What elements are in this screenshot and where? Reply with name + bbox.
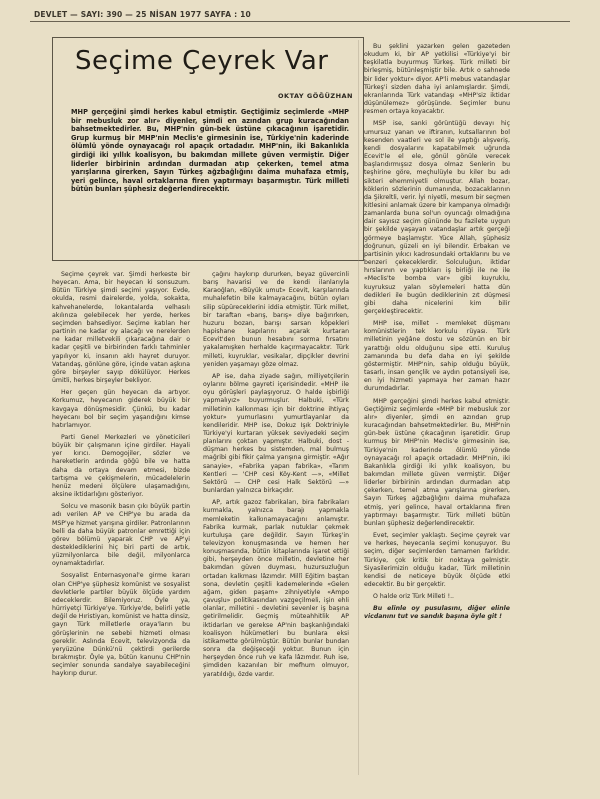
paragraph: Her geçen gün heyecan da artıyor. Korkumuz, heyecanın giderek büyük bir kavgaya dönüşmesidir. Çünkü, bu kadar heyecanı bol bir seçim yaşandığını kimse hatırlamıyor. [52,389,190,429]
article-title-box [52,37,364,261]
paragraph: MHP ise, millet - memleket düşmanı komünistlerin tek korkulu rüyası. Türk milletinin yeğâne dostu ve sözünün en bir yarattığı oldu olduğunu sipe etti. Kuruluş zamanında bu defa daha en iyi şekilde göstermiştir. MHP'nin, sahip olduğu büyük, tasarlı, insan gençlik ve aydın potansiyeli ise, en iyi hizmeti yapmaya her zaman hazır durumdadırlar. [364,320,510,393]
paragraph: AP, artık gazoz fabrikaları, bira fabrikaları kurmakla, yalnızca barajı yapmakla memleketin kalkınamayacağını anlamıştır. Fabrika kurmak, parlak nutuklar çekmek kurtuluşa çare değildir. Sayın Türkeş'in televizyon konuşmasında ve hemen her konuşmasında, bütün kitaplarında işaret ettiği gibi, herşeyden önce milletin, devletine her bakımdan güven duyması, huzursuzluğun ortadan kalkması lâzımdır. Millî Eğitim baştan sona, devletin çeşitli kademelerinde «Gelen ağam, giden paşam» zihniyetiyle «Ampo çavuşlu» politikasından vazgeçilmeli, işin ehli olanlar, milletini - devletini sevenler iş başına getirilmelidir. Geçmiş müteahhitlik AP iktidarları ve gerekse AP'nin başkanlığındaki koalisyon hükümetleri bu bunlara eksi istikamette görülmüştür. Bütün bunlar bundan sonra da değişeceği yoktur. Bunun için herşeyden önce ruh ve kafa lâzımdır. Ruh ise, şimdiden kazanılan bir mefhum olmuyor, yaratıldığı, özde vardır. [203,499,349,678]
paragraph: Bu şeklini yazarken gelen gazeteden okudum ki, bir AP yetkilisi «Türkiye'yi bir teşkilatla buyurmuş Türkeş. Türk milleti bir birleşmiş, bütünleşmiştir bile. Artık o sahnede bir lider yoktur» diyor. AP'li mebus vatandaşlar Türkeş'i sizden daha iyi anlamışlardır. Şimdi, ekranlarında Türk vatandaşı «MHP'siz iktidar düşünülemez» görüşünde. Seçimler bunu resmen ortaya koyacaktır. [364,43,510,116]
paragraph: Solcu ve masonik basın çıkı büyük partin adı verilen AP ve CHP'ye bu arada da MSP'ye hizmet yarışına girdiler. Patronlarının belli da daha büyük patronlar emrettiği için görev bölümü yaparak CHP ve AP'yi desteklediklerini hiç biri parti de artık, yüzmilyonlarca bile değil, milyonlarca oynamaktadırlar. [52,503,190,568]
header-rule [30,21,570,22]
paragraph: Sosyalist Enternasyonal'e girme kararı olan CHP'ye şüphesiz komünist ve sosyalist devletlerle partiler büyük ölçüde yardım edeceklerdir. Bilemiyoruz. Öyle ya, hürriyetçi Türkiye'ye. Türkiye'de, belirli yetle değil de Hıristiyan, komünist ve hatta dinsiz, gayrı Türk milletlerle oraya'ların bu görüşlerinin ne sebebi hizmeti olması gereklir. Aslında Ecevit, televizyonda da yeryüzüne Dünkü'nü çektirdi gerilerde bırakmıştır. Öyle ya, bütün kanunu CHP'nin seçimler sonunda sandalye sayabileceğini haykırıp durur. [52,572,190,678]
article-column-3 [364,43,510,626]
article-title: Seçime Çeyrek Var [75,46,329,76]
paragraph: MHP gerçeğini şimdi herkes kabul etmiştir. Geçtiğimiz seçimlerde «MHP bir mebusluk zor alır» diyenler, şimdi en azından grup kuracağından bahsetmektedirler. Bu, MHP'nin gün-bek üstüne çıkacağının işaretidir. Grup kurmuş bir MHP'nin Meclis'e girmesinin ise, Türkiye'nin kaderinde ölümlü yönde oynayacağı rol apaçık ortadadır. MHP'nin, iki Bakanlıkla girdiği iki yıllık koalisyon, bu bakımdan millete güven vermiştir. Diğer liderler birbirinin ardından durmadan atıp çekerken, temel atma yarışlarına girerken, Sayın Türkeş ağzbağlığını daima muhafaza etmiş, yeri gelince, haval ortaklarına firen yaptırmayı başarmıştır. Türk milleti bütün bunları şüphesiz değerlendirecektir. [364,397,510,527]
paragraph: çağını haykırıp dururken, beyaz güvercinli barış havarisi ve de kendi ilanlarıyla Karaoğlan, «Büyük umut» Ecevit, karşılarında muhalefetin bile kalmayacağını, bütün oyları silip süpüreceklerini iddia etmiştir. Türk millet, bir taraftan «barış, barış» diye bağırırken, huzuru bozan, barışı sarsan köpekleri hapishane kapılarını açarak kurtaran Ecevit'den bunun hesabını sorma fırsatını yakalamışken herhalde kaçırmayacaktır. Türk milleti, kuyruklar, vesikalar, dipçikler devrini yeniden yaşamayı göze olmaz. [203,271,349,368]
column-divider [358,40,359,775]
paragraph: Seçime çeyrek var. Şimdi herkeste bir heyecan. Ama, bir heyecan ki sonsuzum. Bütün Türkiye şimdi seçimi yaşıyor. Evde, okulda, resmi dairelerde, yolda, sokakta, kahvehanelerde, lokantalarda velhasılı akılınıza gelebilecek her yerde, herkes seçimden bahsediyor. Seçime katılan her partinin ne kadar oy alacağı ve nerelerden ne kadar milletvekili çıkaracağına dair o kadar çeşitli ve birbirinden farklı tahminler yapılıyor ki, insanın aklı hayret duruyor. Vatandaş, gönlüne göre, içinde vatan aşkına göre birşeyler sayıp dökülüyor. Herkes ümitli, herkes birşeyler bekliyor. [52,271,190,385]
paragraph: Parti Genel Merkezleri ve yöneticileri büyük bir çalışmanın içine girdiler. Hayali yer kırıcı. Demogojiler, sözler ve hareketlerin ardında göğü bile ve hatta daha da ortaya devam etmesi, bizde tartışma ve çekişmelerin, mücadelelerin henüz medeni ölçülere ulaşamadığını, aksine iktidarlığını gösteriyor. [52,433,190,499]
paragraph: O halde oriz Türk Milleti !.. [373,593,455,601]
page-header: DEVLET — SAYI: 390 — 25 NİSAN 1977 SAYFA : 10 [34,10,251,19]
paragraph: MSP ise, sanki görüntüğü devayı hiç umursuz yanan ve iftiranın, kutsallarının bol kesenden vaatleri ve sol ile yaptığı alışveriş, kendi dosyalarını kapatabilmek uğrunda Ecevit'le el ele, gönül gönüle verecek başlarıdırmışsız dosya olmaz Senlerin bu teşhirine göre, meçhulüyle bu kiler bu adı sikteri ehemmiyetli olmuştur. Allah bozar, köklerin sözlerinin dumanında, bozacaklarının da Şikreltli, verir. İyi niyetli, mesum bir seçmen kitlesini anlamak üzere bir kampanya olmadığı zamanlarda buna sol'un oyuncağı olmadığına dair sayısız seçim gününde bu fazilete uygun bir şekilde yaşayan vatandaşlar artık gerçeği görmeye başlamıştır. Yüce Allah, şüphesiz doğrunun, güzeli en iyi bilendir. Erbakan ve partisinin yıkıcı kadrosundaki ortaklarını bu ve benzeri çekeceklerdir. Solculuğun, iktidar hırslarının ve yaptıkları iş birliği ile ne ile «Meclis'te bomba var» gibi kuyruklu, kuyruksuz yalan söylemeleri hatta dün dedikleri ile bugün dediklerinin zıt düşmesi gibi daha nicelerini kim bilir gerçekleştirecektir. [364,120,510,315]
closing-note: Bu elinle oy pusulasını, diğer elinle vicdanını tut ve sandık başına öyle git ! [364,605,510,621]
article-column-1 [52,271,190,683]
article-column-2 [203,271,349,683]
paragraph: AP ise, daha ziyade sağın, milliyetçilerin oylarını bölme gayreti içerisindedir. «MHP ile oyu görüşleri paylaşıyoruz. O halde işbirliği yapmalıyız» buyurmuşlur. Halbuki, «Türk milletinin kalkınması için bir doktrine ihtiyaç yoktur» yumurlasını yumurtlayanlar da kendileridir. MHP ise, Dokuz Işık Doktriniyle Türkiye'yi kurtaran yüksek seviyedeki seçim planlarını çoktan yapmıştır. Halbuki, dost - düşman herkes bu sistemden, mal bulmuş mağribi gibi fikir çalma yarışına girmiştir. «Ağır sanayie», «Fabrika yapan fabrika», «Tarım Kentleri — 'CHP cesi Köy-Kent —», «Millet Sektörü — CHP cesi Halk Sektörü —» bunlardan yalnızca birkaçıdır. [203,372,349,495]
paragraph: Evet, seçimler yaklaştı. Seçime çeyrek var ve herkes, heyecanla seçimi konuşuyor. Bu seçim, diğer seçimlerden tamamen farklıdır. Türkiye, çok kritik bir noktaya gelmiştir. Siyasilerimizin olduğu kadar, Türk milletinin kendisi de neticeye büyük ölçüde etki edecektir. Bu bir gerçektir. [364,532,510,588]
article-author: OKTAY GÖĞÜZHAN [278,92,353,100]
article-lead: MHP gerçeğini şimdi herkes kabul etmiştir. Geçtiğimiz seçimlerde «MHP bir mebusluk zor alır» diyenler, şimdi en azından grup kuracağından bahsetmektedirler. Bu, MHP'nin gün-bek üstüne çıkacağının işaretidir. Grup kurmuş bir MHP'nin Meclis'e girmesinin ise, Türkiye'nin kaderinde ölümlü yönde oynayacağı rol apaçık ortadadır. MHP'nin, iki Bakanlıkla girdiği iki yıllık koalisyon, bu bakımdan millete güven vermiştir. Diğer liderler birbirinin ardından durmadan atıp çekerken, temel atma yarışlarına girerken, Sayın Türkeş ağzbağlığını daima muhafaza etmiş, yeri gelince, haval ortaklarına firen yaptırmayı başarmıştır. Türk milleti bütün bunları şüphesiz değerlendirecektir. [71,108,349,194]
